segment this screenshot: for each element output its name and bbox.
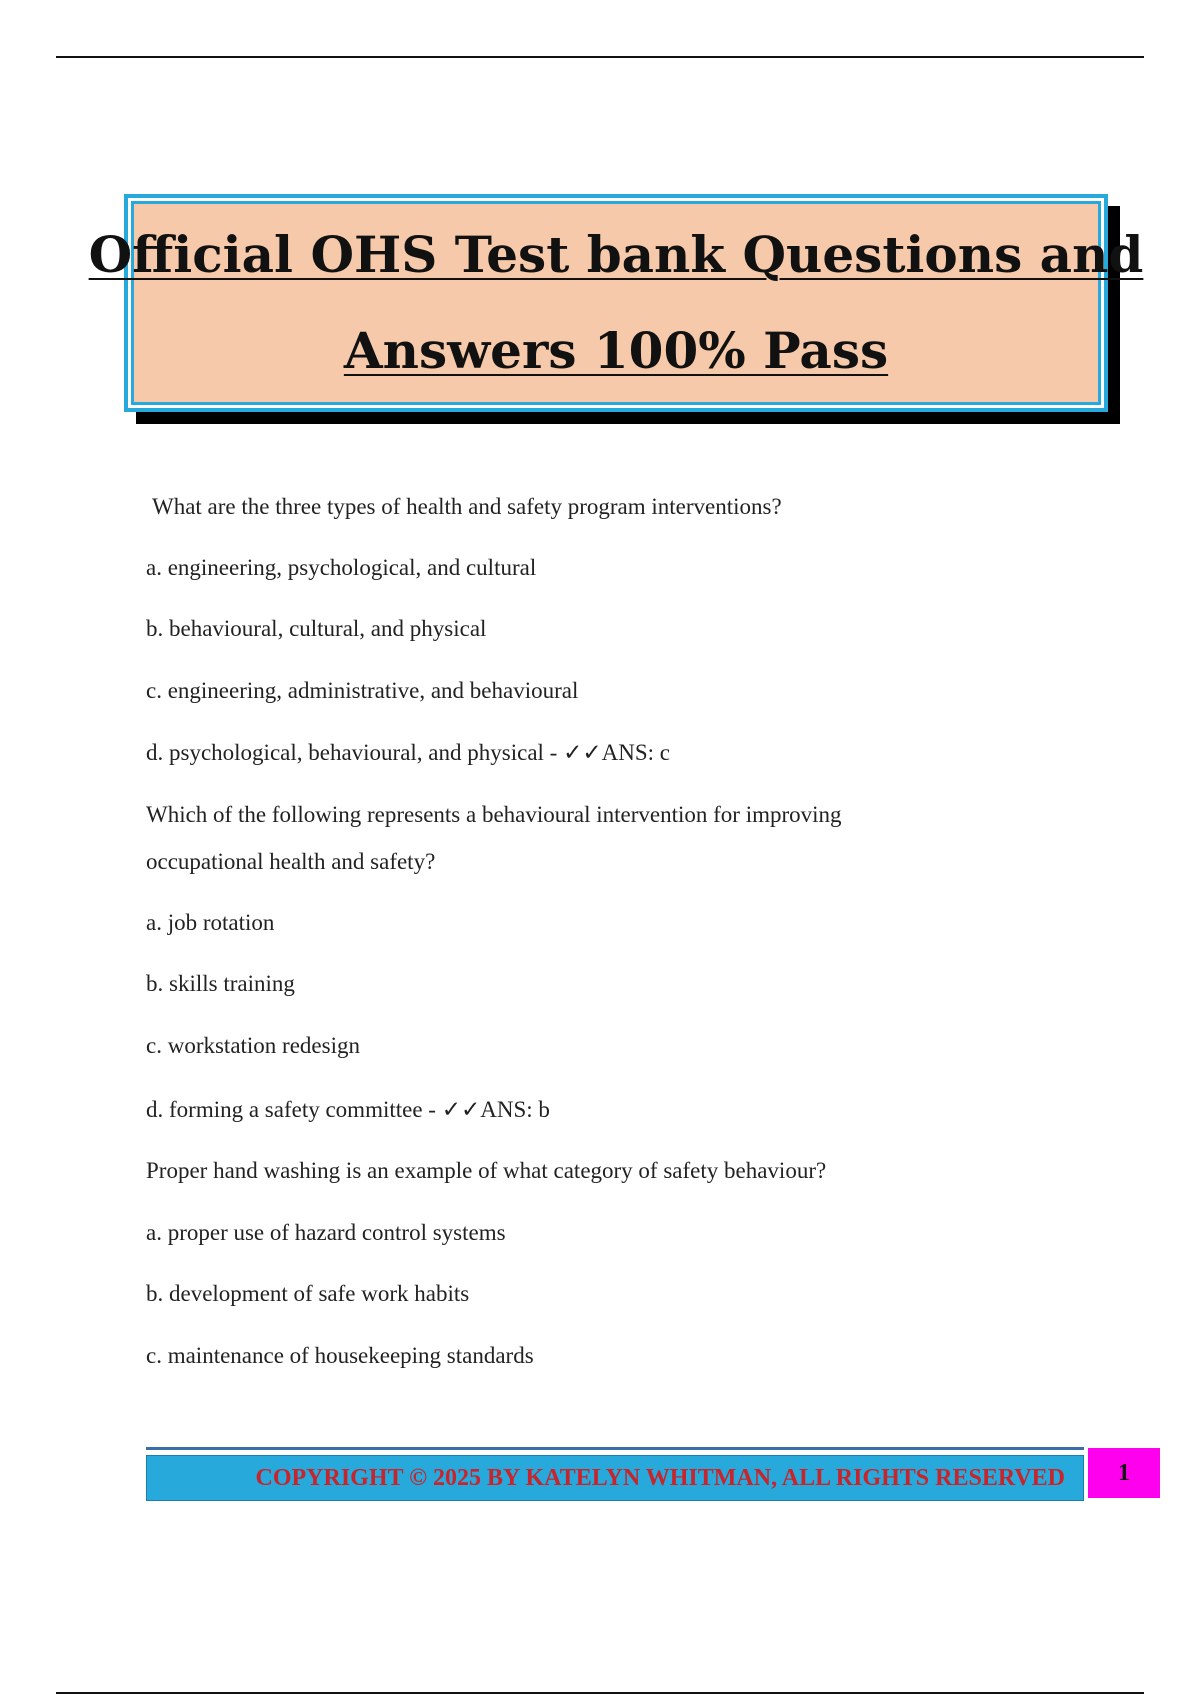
page-number: 1: [1118, 1459, 1130, 1486]
q1-option-c: c. engineering, administrative, and behavioural: [146, 678, 579, 703]
q2-option-c: c. workstation redesign: [146, 1033, 360, 1058]
q1-option-d-answer: d. psychological, behavioural, and physical - ✓✓ANS: c: [146, 740, 670, 765]
q2-option-a: a. job rotation: [146, 910, 275, 935]
q2-option-d-answer: d. forming a safety committee - ✓✓ANS: b: [146, 1097, 550, 1122]
q1-option-b: b. behavioural, cultural, and physical: [146, 616, 487, 641]
footer-rule: [146, 1447, 1084, 1450]
q3-option-b: b. development of safe work habits: [146, 1281, 470, 1306]
title-inner: [88, 201, 1144, 405]
title-line-1: Official OHS Test bank Questions and: [88, 225, 1144, 284]
question-2-line-1: Which of the following represents a behavioural intervention for improving: [146, 802, 842, 827]
question-1: What are the three types of health and safety program interventions?: [152, 494, 782, 519]
title-line-2: Answers 100% Pass: [343, 321, 889, 380]
footer-bar: [146, 1455, 1084, 1501]
question-2-line-2: occupational health and safety?: [146, 849, 436, 874]
q3-option-a: a. proper use of hazard control systems: [146, 1220, 506, 1245]
question-3: Proper hand washing is an example of what category of safety behaviour?: [146, 1158, 827, 1183]
bottom-rule: [56, 1692, 1144, 1694]
page-number-box: [1088, 1448, 1160, 1498]
title-box: [88, 194, 1144, 412]
top-rule: [56, 56, 1144, 58]
q1-option-a: a. engineering, psychological, and cultural: [146, 555, 537, 580]
q2-option-b: b. skills training: [146, 971, 295, 996]
copyright-text: COPYRIGHT © 2025 BY KATELYN WHITMAN, ALL RIGHTS RESERVED: [255, 1464, 1065, 1491]
q3-option-c: c. maintenance of housekeeping standards: [146, 1343, 534, 1368]
